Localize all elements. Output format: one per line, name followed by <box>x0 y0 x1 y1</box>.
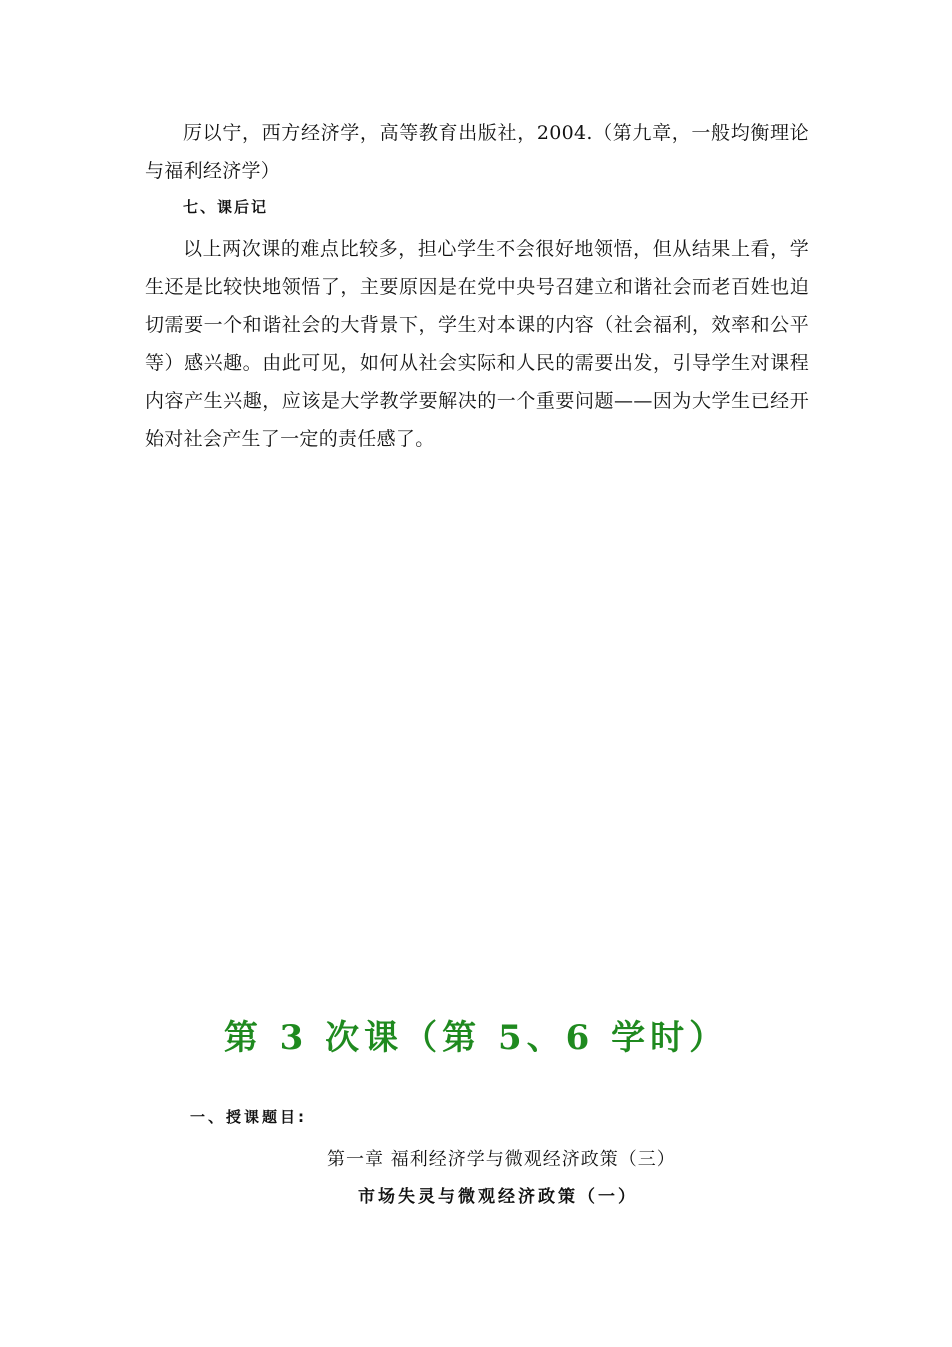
after-class-reflection-paragraph: 以上两次课的难点比较多，担心学生不会很好地领悟，但从结果上看，学生还是比较快地领悟了，主要原因是在党中央号召建立和谐社会而老百姓也迫切需要一个和谐社会的大背景下，学生对本课的内容（社会福利，效率和公平等）感兴趣。由此可见，如何从社会实际和人民的需要出发，引导学生对课程内容产生兴趣，应该是大学教学要解决的一个重要问题——因为大学生已经开始对社会产生了一定的责任感了。 <box>145 238 809 450</box>
lesson-topic-label: 一、授课题目: <box>190 1108 307 1126</box>
section-heading-after-class-notes: 七、课后记 <box>183 198 269 216</box>
reference-citation: 厉以宁，西方经济学，高等教育出版社，2004.（第九章，一般均衡理论与福利经济学） <box>145 122 809 182</box>
lesson-title: 第 3 次课（第 5、6 学时） <box>223 1018 729 1058</box>
chapter-heading: 第一章 福利经济学与微观经济政策（三） <box>327 1149 676 1170</box>
lesson-subtitle: 市场失灵与微观经济政策（一） <box>358 1187 638 1207</box>
